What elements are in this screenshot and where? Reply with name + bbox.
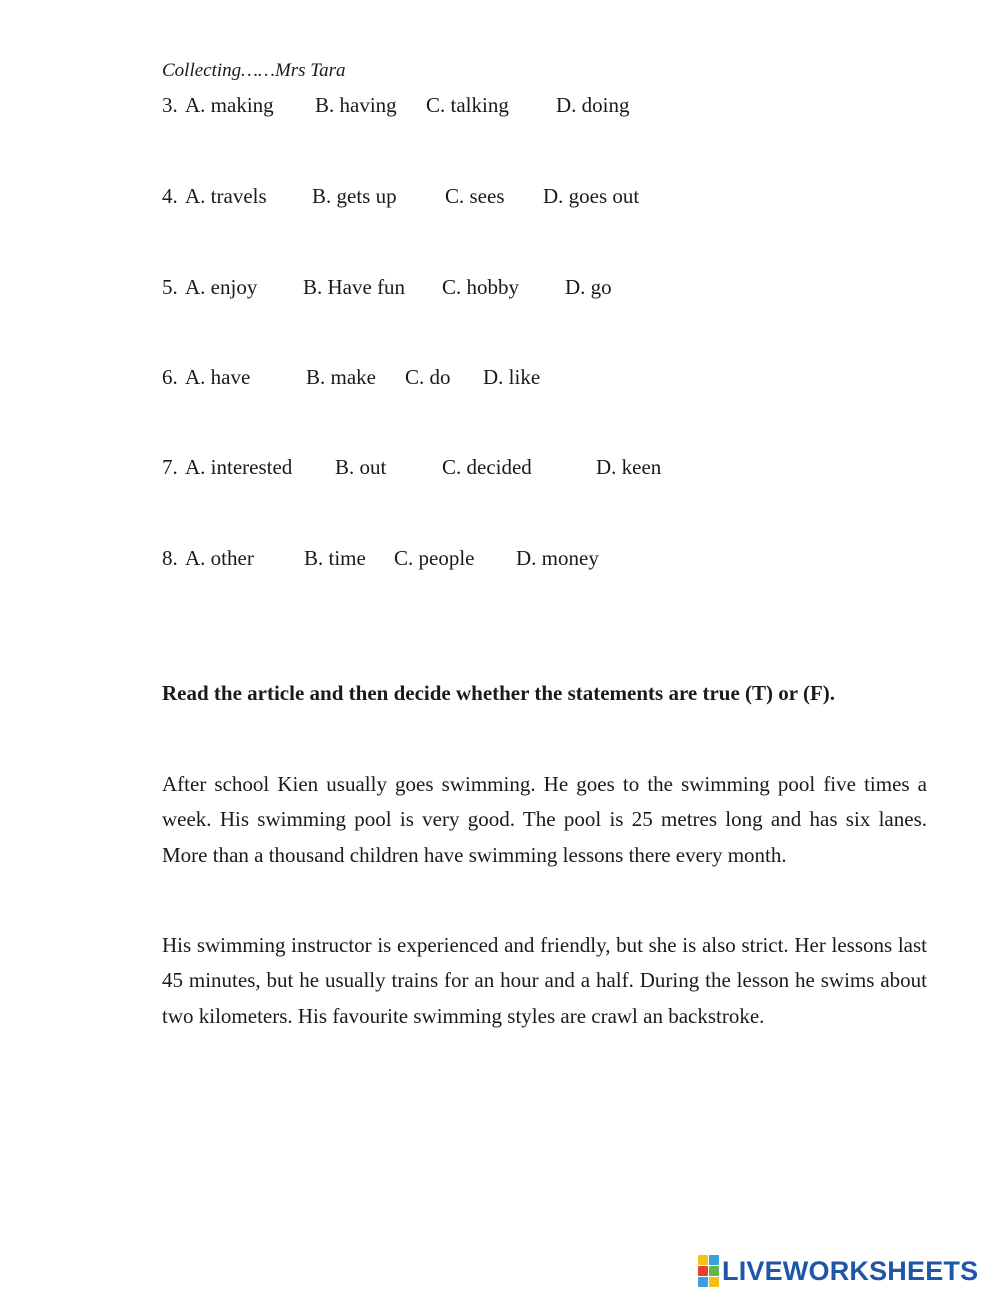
option-c: C. hobby bbox=[442, 275, 520, 299]
logo-block bbox=[709, 1266, 719, 1276]
option-c: C. do bbox=[405, 365, 451, 389]
question-number: 4. bbox=[162, 184, 178, 208]
logo-text: LIVEWORKSHEETS bbox=[722, 1255, 979, 1286]
option-b: B. time bbox=[304, 546, 366, 570]
option-d: D. goes out bbox=[543, 184, 640, 208]
question-number: 5. bbox=[162, 275, 178, 299]
section-instruction: Read the article and then decide whether the statements are true (T) or (F). bbox=[162, 681, 836, 705]
option-a: A. have bbox=[185, 365, 251, 389]
question-number: 7. bbox=[162, 455, 178, 479]
option-c: C. talking bbox=[426, 93, 509, 117]
option-c: C. decided bbox=[442, 455, 532, 479]
logo-block bbox=[698, 1266, 708, 1276]
option-b: B. out bbox=[335, 455, 387, 479]
logo-block bbox=[698, 1277, 708, 1287]
option-b: B. make bbox=[306, 365, 376, 389]
option-a: A. other bbox=[185, 546, 254, 570]
option-d: D. keen bbox=[596, 455, 662, 479]
liveworksheets-logo[interactable] bbox=[698, 1253, 978, 1289]
collector-credit: Collecting……Mrs Tara bbox=[162, 60, 346, 81]
logo-blocks-icon bbox=[698, 1255, 719, 1287]
option-a: A. travels bbox=[185, 184, 267, 208]
article-paragraph-2: His swimming instructor is experienced and friendly, but she is also strict. Her lessons last 45 minutes, but he usually trains for an hour and a half. During the lesson he swims about two kilometers. His favourite swimming styles are crawl an backstroke. bbox=[162, 933, 927, 1028]
option-b: B. gets up bbox=[312, 184, 397, 208]
logo-block bbox=[698, 1255, 708, 1265]
logo-block bbox=[709, 1277, 719, 1287]
question-number: 8. bbox=[162, 546, 178, 570]
article-paragraph-1: After school Kien usually goes swimming. He goes to the swimming pool five times a week. His swimming pool is very good. The pool is 25 metres long and has six lanes. More than a thousand children have swimming lessons there every month. bbox=[162, 772, 927, 867]
option-d: D. like bbox=[483, 365, 541, 389]
question-number: 6. bbox=[162, 365, 178, 389]
option-b: B. having bbox=[315, 93, 397, 117]
option-b: B. Have fun bbox=[303, 275, 406, 299]
option-d: D. doing bbox=[556, 93, 630, 117]
option-c: C. people bbox=[394, 546, 475, 570]
option-a: A. interested bbox=[185, 455, 293, 479]
option-a: A. making bbox=[185, 93, 274, 117]
option-d: D. go bbox=[565, 275, 612, 299]
option-d: D. money bbox=[516, 546, 599, 570]
option-a: A. enjoy bbox=[185, 275, 258, 299]
question-number: 3. bbox=[162, 93, 178, 117]
logo-block bbox=[709, 1255, 719, 1265]
option-c: C. sees bbox=[445, 184, 505, 208]
